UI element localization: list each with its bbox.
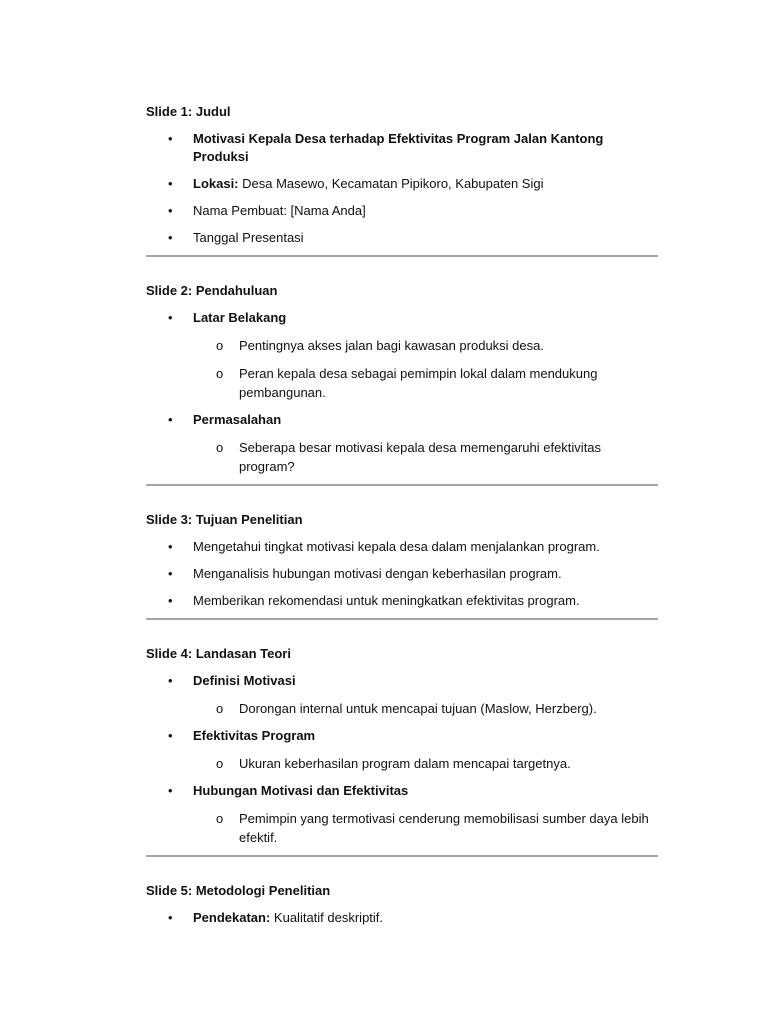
bullet-icon: • <box>168 412 173 427</box>
item-bold-text: Efektivitas Program <box>193 728 316 743</box>
bullet-icon: • <box>168 593 173 608</box>
item-text: Nama Pembuat: [Nama Anda] <box>193 203 366 218</box>
item-text: Desa Masewo, Kecamatan Pipikoro, Kabupaten Sigi <box>238 176 544 191</box>
list-item <box>146 727 658 773</box>
list-item <box>146 309 658 327</box>
slide-title: Slide 1: Judul <box>146 104 231 119</box>
item-bold-text: Definisi Motivasi <box>193 673 296 688</box>
section-divider <box>146 855 658 857</box>
sub-item-text: Pentingnya akses jalan bagi kawasan produksi desa. <box>239 338 544 353</box>
slide-3-section <box>146 511 658 620</box>
bullet-icon: • <box>168 783 173 798</box>
bullet-icon: • <box>168 203 173 218</box>
sub-bullet-list <box>193 336 658 402</box>
slide-1-section <box>146 103 658 257</box>
list-item <box>146 202 658 220</box>
bullet-icon: • <box>168 131 173 146</box>
circle-bullet-icon: o <box>216 756 224 771</box>
sub-item-text: Pemimpin yang termotivasi cenderung memobilisasi sumber daya lebih efektif. <box>239 811 649 845</box>
sub-bullet-list <box>146 699 658 718</box>
sub-list-item <box>193 364 658 402</box>
slide-2-section <box>146 282 658 486</box>
item-bold-text: Pendekatan: <box>193 910 271 925</box>
bullet-icon: • <box>168 910 173 925</box>
sub-list-item <box>193 754 658 773</box>
bullet-list <box>146 130 658 247</box>
slide-4-section <box>146 645 658 857</box>
bullet-icon: • <box>168 310 173 325</box>
sub-list-item <box>193 336 658 355</box>
bullet-icon: • <box>168 673 173 688</box>
list-item <box>146 538 658 556</box>
bullet-icon: • <box>168 566 173 581</box>
item-bold-text: Latar Belakang <box>193 310 287 325</box>
list-item <box>146 672 658 718</box>
sub-bullet-container <box>146 336 658 476</box>
item-text: Kualitatif deskriptif. <box>270 910 384 925</box>
sub-item-text: Ukuran keberhasilan program dalam mencapai targetnya. <box>239 756 571 771</box>
document-page <box>146 103 658 927</box>
sub-list-wrapper <box>146 336 658 402</box>
section-divider <box>146 255 658 257</box>
item-text: Menganalisis hubungan motivasi dengan keberhasilan program. <box>193 566 562 581</box>
slide-title: Slide 3: Tujuan Penelitian <box>146 512 303 527</box>
list-item <box>146 909 658 927</box>
circle-bullet-icon: o <box>216 701 224 716</box>
sub-item-text: Peran kepala desa sebagai pemimpin lokal dalam mendukung pembangunan. <box>239 366 598 400</box>
circle-bullet-icon: o <box>216 811 224 826</box>
slide-5-section <box>146 882 658 927</box>
list-item <box>146 229 658 247</box>
item-bold-text: Lokasi: <box>193 176 239 191</box>
circle-bullet-icon: o <box>216 440 224 455</box>
item-text: Memberikan rekomendasi untuk meningkatkan efektivitas program. <box>193 593 580 608</box>
sub-bullet-list <box>146 809 658 847</box>
sub-bullet-list <box>193 438 658 476</box>
sub-bullet-list <box>146 754 658 773</box>
section-divider <box>146 484 658 486</box>
circle-bullet-icon: o <box>216 338 224 353</box>
sub-list-item <box>193 699 658 718</box>
bullet-icon: • <box>168 230 173 245</box>
bullet-list <box>146 672 658 847</box>
list-item <box>146 592 658 610</box>
item-text: Tanggal Presentasi <box>193 230 304 245</box>
item-bold-text: Permasalahan <box>193 412 282 427</box>
item-bold-text: Motivasi Kepala Desa terhadap Efektivitas Program Jalan Kantong Produksi <box>193 131 604 164</box>
slide-title: Slide 4: Landasan Teori <box>146 646 291 661</box>
item-text: Mengetahui tingkat motivasi kepala desa dalam menjalankan program. <box>193 539 600 554</box>
item-bold-text: Hubungan Motivasi dan Efektivitas <box>193 783 409 798</box>
slide-title: Slide 2: Pendahuluan <box>146 283 278 298</box>
sub-item-text: Dorongan internal untuk mencapai tujuan (Maslow, Herzberg). <box>239 701 597 716</box>
bullet-icon: • <box>168 539 173 554</box>
section-divider <box>146 618 658 620</box>
list-item <box>146 565 658 583</box>
list-item <box>146 175 658 193</box>
circle-bullet-icon: o <box>216 366 224 381</box>
bullet-list <box>146 309 658 327</box>
list-item <box>146 782 658 847</box>
sub-list-item <box>193 438 658 476</box>
sub-item-text: Seberapa besar motivasi kepala desa memengaruhi efektivitas program? <box>239 440 602 474</box>
bullet-icon: • <box>168 176 173 191</box>
bullet-icon: • <box>168 728 173 743</box>
bullet-list <box>146 538 658 610</box>
list-item <box>146 411 658 476</box>
sub-list-item <box>193 809 658 847</box>
bullet-list <box>146 909 658 927</box>
list-item <box>146 130 658 166</box>
slide-title: Slide 5: Metodologi Penelitian <box>146 883 331 898</box>
